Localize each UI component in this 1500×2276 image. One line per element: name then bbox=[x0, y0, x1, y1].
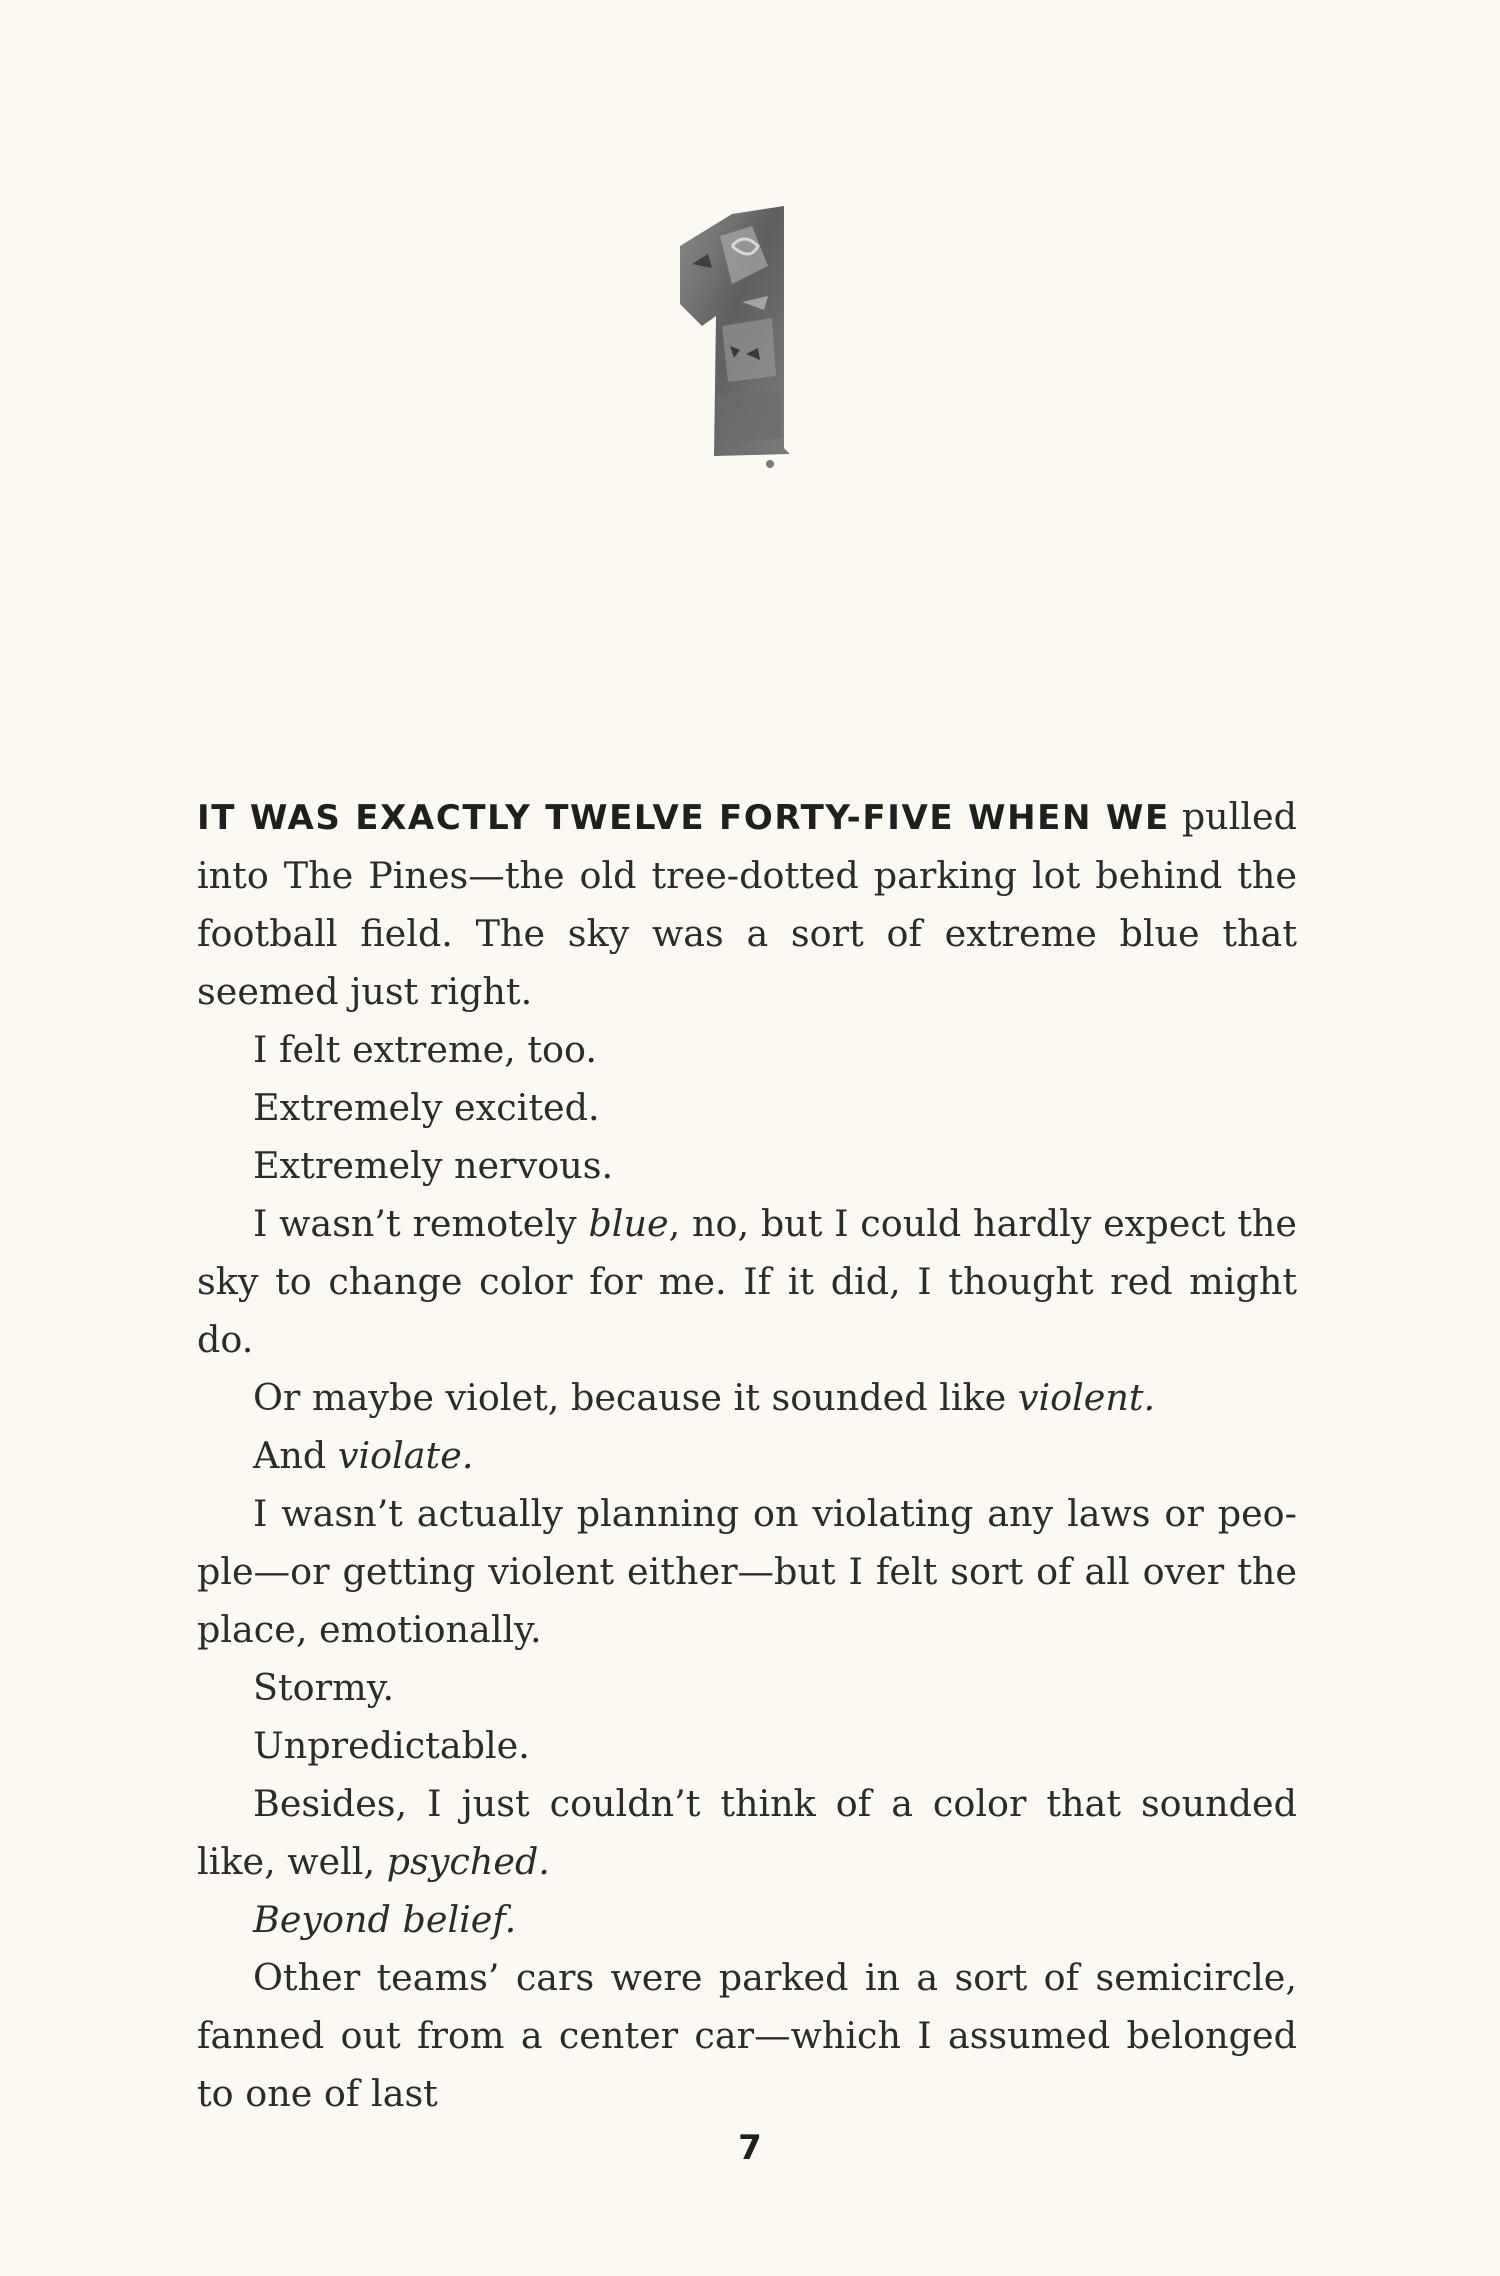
opening-text: pulled into The Pines—the old tree-dotted parking lot behind the football field. The sky was a sort of extreme blue that seemed just right. bbox=[197, 795, 1297, 1013]
paragraph bbox=[197, 1775, 1297, 1891]
chapter-body bbox=[197, 788, 1297, 2123]
chapter-number-collage bbox=[672, 206, 802, 471]
emphasis: psyched. bbox=[386, 1840, 550, 1883]
paragraph-text: Besides, I just couldn’t think of a color that sounded like, well, bbox=[197, 1782, 1297, 1883]
paragraph bbox=[197, 1369, 1297, 1427]
paragraph: Other teams’ cars were parked in a sort of semicircle, fanned out from a center car—which I assumed belonged to one of last bbox=[197, 1956, 1297, 2115]
emphasis: Beyond belief. bbox=[253, 1898, 517, 1941]
paragraph: I felt extreme, too. bbox=[253, 1028, 597, 1071]
lead-in-caps: IT WAS EXACTLY TWELVE FORTY-FIVE WHEN WE bbox=[197, 798, 1170, 838]
paragraph: Stormy. bbox=[253, 1666, 395, 1709]
paragraph: I wasn’t actually planning on violating any laws or peo-ple—or getting violent either—but I felt sort of all over the place, emotionally. bbox=[197, 1492, 1297, 1651]
emphasis: violate. bbox=[337, 1434, 474, 1477]
paragraph bbox=[197, 1195, 1297, 1369]
paragraph bbox=[197, 1427, 1297, 1485]
emphasis: violent. bbox=[1017, 1376, 1156, 1419]
paragraph-text: I wasn’t remotely bbox=[253, 1202, 589, 1245]
page-number: 7 bbox=[738, 2128, 762, 2168]
emphasis: blue bbox=[588, 1202, 669, 1245]
chapter-number-graphic bbox=[672, 206, 802, 471]
paragraph-text: Or maybe violet, because it sounded like bbox=[253, 1376, 1018, 1419]
opening-paragraph bbox=[197, 788, 1297, 1021]
paragraph: Unpredictable. bbox=[253, 1724, 530, 1767]
paragraph-text: , no, but I could hardly expect the sky to change color for me. If it did, I thought red might do. bbox=[197, 1202, 1297, 1361]
paragraph-text: And bbox=[253, 1434, 338, 1477]
paragraph: Extremely nervous. bbox=[253, 1144, 614, 1187]
paragraph bbox=[197, 1891, 1297, 1949]
paragraph: Extremely excited. bbox=[253, 1086, 600, 1129]
